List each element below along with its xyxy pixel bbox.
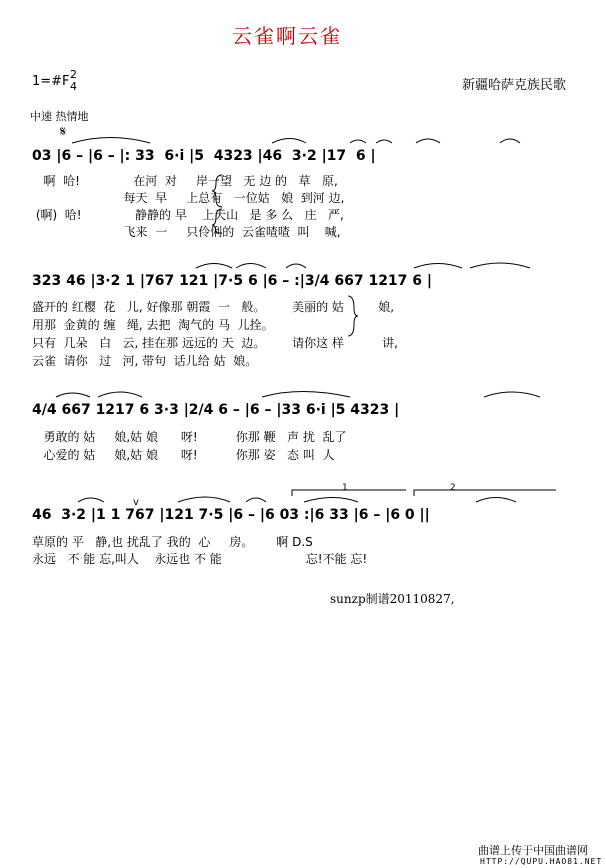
- volta-1-line: [292, 490, 406, 496]
- slur-arc: [286, 264, 306, 268]
- slur-arc: [414, 264, 462, 269]
- slur-arc: [246, 498, 266, 502]
- slur-arc: [500, 139, 520, 143]
- tie-arc: [72, 138, 150, 144]
- slur-arc: [262, 392, 350, 398]
- brace-2: [212, 209, 222, 233]
- transcriber-credit: sunzp制谱20110827,: [330, 592, 455, 606]
- slur-arc: [56, 393, 90, 397]
- system-2-lyric-4: 云雀 请你 过 河, 带句 话儿给 姑 娘。: [32, 354, 258, 368]
- system-2-lyric-3: 只有 几朵 白 云, 挂在那 远远的 天 边。 请你这 样 讲,: [32, 336, 398, 350]
- volta-second-label: 2: [450, 483, 456, 493]
- system-4-lyric-2: 永远 不 能 忘,叫人 永远也 不 能 忘!不能 忘!: [32, 552, 368, 566]
- system-2-lyric-2: 用那 金黄的 缠 绳, 去把 淘气的 马 儿拴。: [32, 318, 274, 332]
- slur-arc: [470, 263, 530, 268]
- system-3-lyric-2: 心爱的 姑 娘,姑 娘 呀! 你那 姿 态 叫 人: [32, 448, 335, 462]
- tempo-marking: 中速 热情地: [30, 110, 89, 123]
- brace-1: [212, 175, 222, 207]
- system-2-lyric-1: 盛开的 红樱 花 儿, 好像那 朝霞 一 般。 美丽的 姑 娘,: [32, 300, 395, 314]
- system-3-lyric-1: 勇敢的 姑 娘,姑 娘 呀! 你那 鞭 声 扰 乱了: [32, 430, 347, 444]
- slur-arc: [484, 392, 540, 397]
- slur-arc: [350, 140, 366, 143]
- slur-arc: [98, 392, 142, 397]
- slur-arc: [476, 498, 516, 503]
- slur-arc: [376, 140, 392, 143]
- footer-site-name: 曲谱上传于中国曲谱网: [478, 844, 588, 857]
- slur-arc: [272, 139, 306, 144]
- system-3-notes: 4/4 667 1217 6 3·3 |2/4 6 – |6 – |33 6·i |5 4323 |: [32, 402, 400, 418]
- system-4-lyric-1: 草原的 平 静,也 扰乱了 我的 心 房。 啊 D.S: [32, 535, 313, 549]
- key-signature: 1=#F: [32, 74, 70, 89]
- system-2-notes: 323 46 |3·2 1 |767 121 |7·5 6 |6 – :|3/4 667 1217 6 |: [32, 273, 433, 289]
- system-1-lyric-1: 啊 哈! 在河 对 岸一望 无 边 的 草 原,: [32, 174, 338, 188]
- slur-arc: [196, 264, 232, 269]
- song-source: 新疆哈萨克族民歌: [462, 78, 567, 93]
- slur-arc: [236, 264, 266, 269]
- system-1-lyric-4: 飞来 一 只伶俐的 云雀喳喳 叫 喊,: [32, 225, 341, 239]
- brace-3: [348, 296, 358, 336]
- footer-site-url: HTTP://QUPU.HAO81.NET: [480, 857, 603, 866]
- song-title: 云雀啊云雀: [232, 24, 342, 48]
- slur-arc: [78, 498, 104, 502]
- system-1-lyric-3: (啊) 哈! 静静的 早 上天山 是 多 么 庄 严,: [32, 208, 344, 222]
- segno-mark: 𝄋: [60, 124, 67, 140]
- slur-arc: [416, 139, 440, 143]
- system-1-lyric-2: 每天 早 上总有 一位姑 娘 到河 边,: [32, 191, 345, 205]
- slur-arc: [178, 497, 230, 502]
- time-signature-top: 2: [70, 68, 77, 81]
- slur-arc: [304, 498, 358, 503]
- breath-mark: v: [133, 497, 139, 508]
- volta-2-line: [414, 490, 556, 496]
- time-signature-bottom: 4: [70, 80, 77, 93]
- system-4-notes: 46 3·2 |1 1 767 |121 7·5 |6 – |6 03 :|6 33 |6 – |6 0 ||: [32, 507, 430, 523]
- volta-first-label: 1: [342, 483, 348, 493]
- system-1-notes: 03 |6 – |6 – |: 33 6·i |5 4323 |46 3·2 |17 6 |: [32, 148, 376, 164]
